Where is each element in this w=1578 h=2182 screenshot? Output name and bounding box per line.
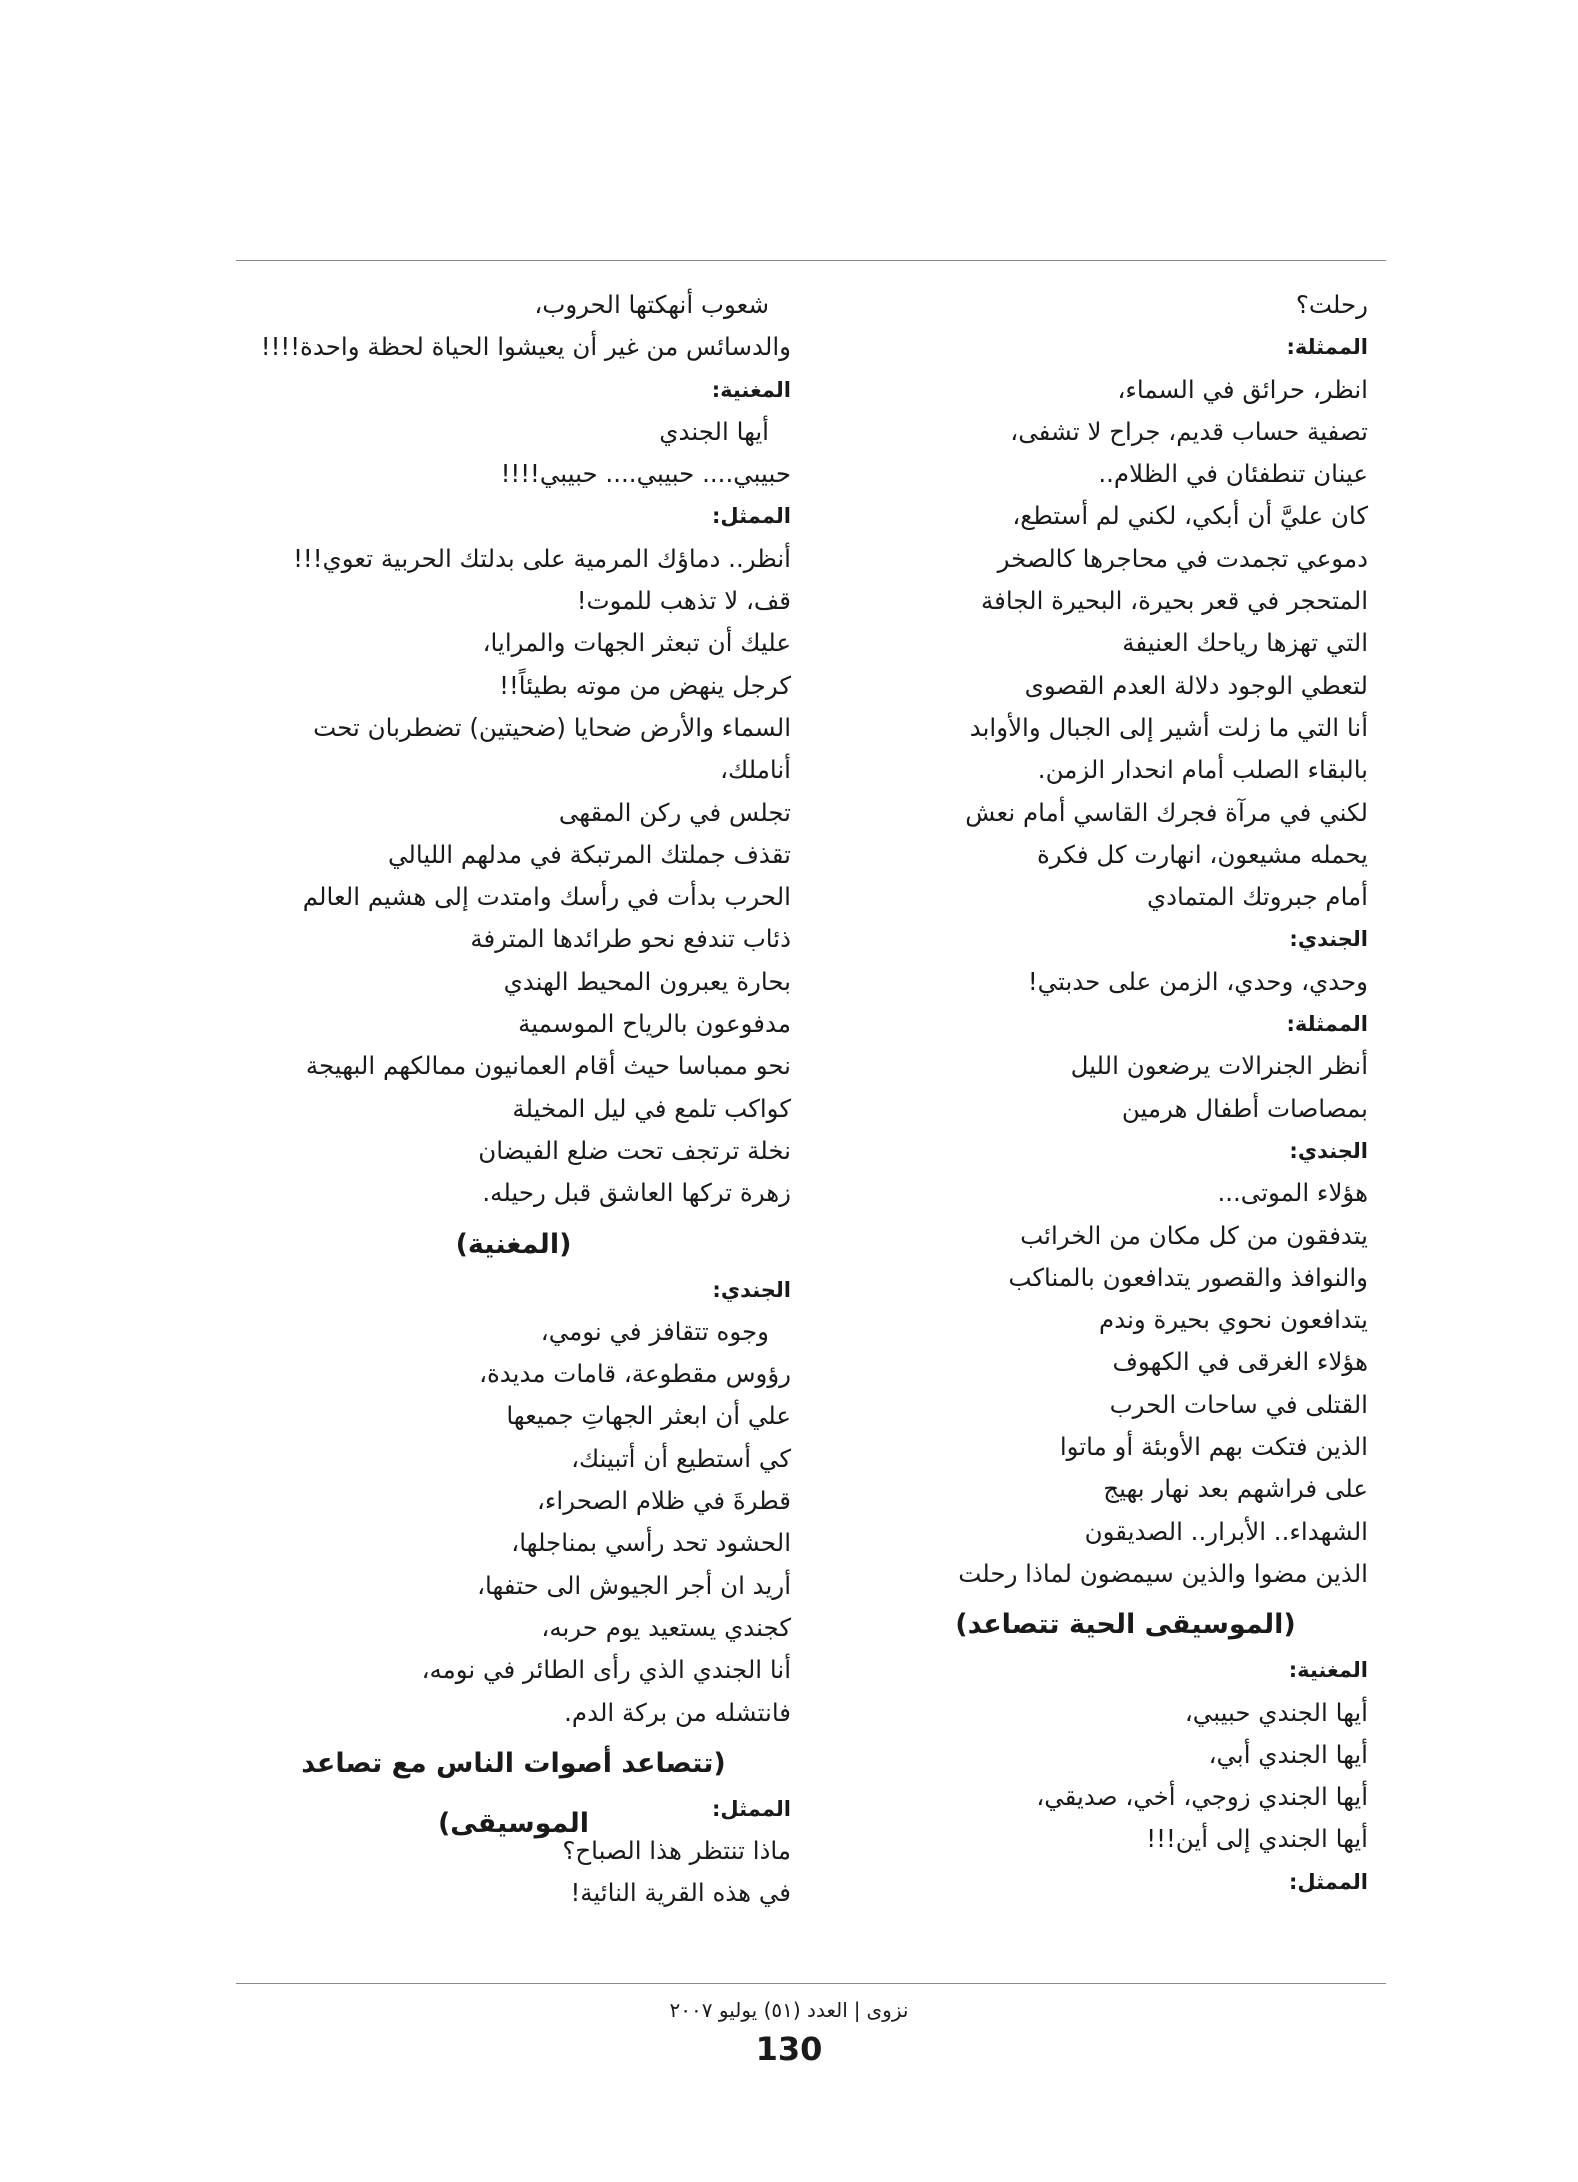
- speaker-label: المغنية:: [711, 377, 791, 402]
- speaker-label: الجندي:: [1289, 927, 1368, 952]
- verse-line: ذئاب تندفع نحو طرائدها المترفة: [470, 924, 791, 954]
- verse-line: دموعي تجمدت في محاجرها كالصخر: [997, 543, 1368, 573]
- verse-line: نحو ممباسا حيث أقام العمانيون ممالكهم البهيجة: [305, 1051, 791, 1081]
- verse-line: تصفية حساب قديم، جراح لا تشفى،: [1010, 416, 1368, 446]
- magazine-name: نزوى: [866, 1998, 909, 2022]
- verse-line: الذين فتكت بهم الأوبئة أو ماتوا: [1059, 1432, 1368, 1462]
- verse-line: بحارة يعبرون المحيط الهندي: [503, 966, 791, 996]
- verse-line: عليك أن تبعثر الجهات والمرايا،: [482, 628, 791, 658]
- verse-line: أنظر.. دماؤك المرمية على بدلتك الحربية تعوي!!!: [293, 543, 791, 573]
- verse-line: يتدافعون نحوي بحيرة وندم: [1099, 1305, 1368, 1335]
- verse-line: تقذف جملتك المرتبكة في مدلهم الليالي: [387, 839, 791, 869]
- verse-line: فانتشله من بركة الدم.: [564, 1697, 791, 1727]
- verse-line: لكني في مرآة فجرك القاسي أمام نعش: [965, 797, 1368, 827]
- verse-line: بالبقاء الصلب أمام انحدار الزمن.: [1037, 755, 1368, 785]
- speaker-label: الممثل:: [712, 1796, 791, 1821]
- speaker-label: الجندي:: [1289, 1138, 1368, 1163]
- verse-line: وحدي، وحدي، الزمن على حدبتي!: [1027, 966, 1368, 996]
- verse-line: أمام جبروتك المتمادي: [1146, 882, 1368, 912]
- verse-line: أيها الجندي: [659, 416, 769, 446]
- top-rule: [236, 260, 1386, 261]
- verse-line: نخلة ترتجف تحت ضلع الفيضان: [478, 1135, 791, 1165]
- verse-line: الشهداء.. الأبرار.. الصديقون: [1084, 1516, 1368, 1546]
- speaker-label: الممثل:: [1289, 1869, 1368, 1894]
- verse-line: رؤوس مقطوعة، قامات مديدة،: [479, 1359, 791, 1389]
- verse-line: مدفوعون بالرياح الموسمية: [518, 1009, 791, 1039]
- verse-line: في هذه القرية النائية!: [570, 1878, 791, 1908]
- verse-line: أيها الجندي حبيبي،: [1184, 1697, 1368, 1727]
- verse-line: ماذا تنتظر هذا الصباح؟: [562, 1836, 791, 1866]
- verse-line: أنا الجندي الذي رأى الطائر في نومه،: [421, 1655, 791, 1685]
- verse-line: لتعطي الوجود دلالة العدم القصوى: [1024, 670, 1368, 700]
- verse-line: كان عليَّ أن أبكي، لكني لم أستطع،: [1012, 501, 1368, 531]
- verse-line: أيها الجندي أبي،: [1208, 1739, 1368, 1769]
- issue-date: العدد (٥١) يوليو ٢٠٠٧: [669, 1998, 848, 2022]
- verse-line: زهرة تركها العاشق قبل رحيله.: [482, 1178, 791, 1208]
- speaker-label: الممثلة:: [1286, 1012, 1368, 1037]
- verse-line: كرجل ينهض من موته بطيئاً!!: [499, 670, 791, 700]
- verse-line: والدسائس من غير أن يعيشوا الحياة لحظة واحدة!!!!: [260, 332, 791, 362]
- verse-line: أريد ان أجر الجيوش الى حتفها،: [477, 1570, 791, 1600]
- verse-line: هؤلاء الغرقى في الكهوف: [1112, 1347, 1368, 1377]
- verse-line: الحرب بدأت في رأسك وامتدت إلى هشيم العالم: [302, 882, 791, 912]
- verse-line: هؤلاء الموتى...: [1217, 1178, 1368, 1208]
- verse-line: كي أستطيع أن أتبينك،: [571, 1443, 791, 1473]
- right-text-column: [883, 284, 1368, 1903]
- verse-line: كواكب تلمع في ليل المخيلة: [512, 1093, 791, 1123]
- verse-line: وجوه تتقافز في نومي،: [540, 1316, 769, 1346]
- speaker-label: الممثل:: [712, 504, 791, 529]
- verse-line: على فراشهم بعد نهار بهيج: [1103, 1474, 1368, 1504]
- verse-line: حبيبي.... حبيبي.... حبيبي!!!!: [500, 459, 791, 489]
- verse-line: أنظر الجنرالات يرضعون الليل: [1070, 1051, 1368, 1081]
- verse-line: أناملك،: [720, 755, 791, 785]
- stage-direction: (المغنية): [455, 1228, 572, 1260]
- verse-line: علي أن ابعثر الجهاتِ جميعها: [506, 1401, 791, 1431]
- bottom-rule: [236, 1983, 1386, 1984]
- verse-line: أنا التي ما زلت أشير إلى الجبال والأوابد: [969, 712, 1368, 742]
- verse-line: يتدفقون من كل مكان من الخرائب: [1020, 1220, 1368, 1250]
- left-text-column: [236, 284, 791, 1915]
- verse-line: السماء والأرض ضحايا (ضحيتين) تضطربان تحت: [313, 712, 791, 742]
- verse-line: عينان تنطفئان في الظلام..: [1098, 459, 1368, 489]
- verse-line: تجلس في ركن المقهى: [558, 797, 791, 827]
- verse-line: الذين مضوا والذين سيمضون لماذا رحلت: [958, 1558, 1368, 1588]
- verse-line: رحلت؟: [1295, 290, 1368, 319]
- verse-line: والنوافذ والقصور يتدافعون بالمناكب: [1008, 1262, 1368, 1292]
- verse-line: كجندي يستعيد يوم حربه،: [541, 1612, 791, 1642]
- verse-line: انظر، حرائق في السماء،: [1117, 374, 1368, 404]
- page-number: 130: [755, 2030, 823, 2068]
- verse-line: التي تهزها رياحك العنيفة: [1122, 628, 1368, 658]
- verse-line: قطرةَ في ظلام الصحراء،: [536, 1486, 791, 1516]
- verse-line: الحشود تحد رأسي بمناجلها،: [511, 1528, 791, 1558]
- verse-line: يحمله مشيعون، انهارت كل فكرة: [1036, 839, 1368, 869]
- verse-line: أيها الجندي زوجي، أخي، صديقي،: [1036, 1782, 1368, 1812]
- issue-info: [0, 1998, 1578, 2022]
- stage-direction: (تتصاعد أصوات الناس مع تصاعد الموسيقى): [301, 1747, 726, 1839]
- verse-line: شعوب أنهكتها الحروب،: [534, 290, 769, 319]
- speaker-label: المغنية:: [1288, 1658, 1368, 1683]
- verse-line: القتلى في ساحات الحرب: [1109, 1389, 1368, 1419]
- verse-line: أيها الجندي إلى أين!!!: [1146, 1824, 1368, 1854]
- verse-line: المتحجر في قعر بحيرة، البحيرة الجافة: [980, 586, 1368, 616]
- speaker-label: الممثلة:: [1286, 335, 1368, 360]
- stage-direction: (الموسيقى الحية تتصاعد): [955, 1609, 1296, 1641]
- footer-separator: |: [853, 1998, 861, 2022]
- verse-line: بمصاصات أطفال هرمين: [1121, 1093, 1368, 1123]
- speaker-label: الجندي:: [712, 1277, 791, 1302]
- verse-line: قف، لا تذهب للموت!: [576, 586, 791, 616]
